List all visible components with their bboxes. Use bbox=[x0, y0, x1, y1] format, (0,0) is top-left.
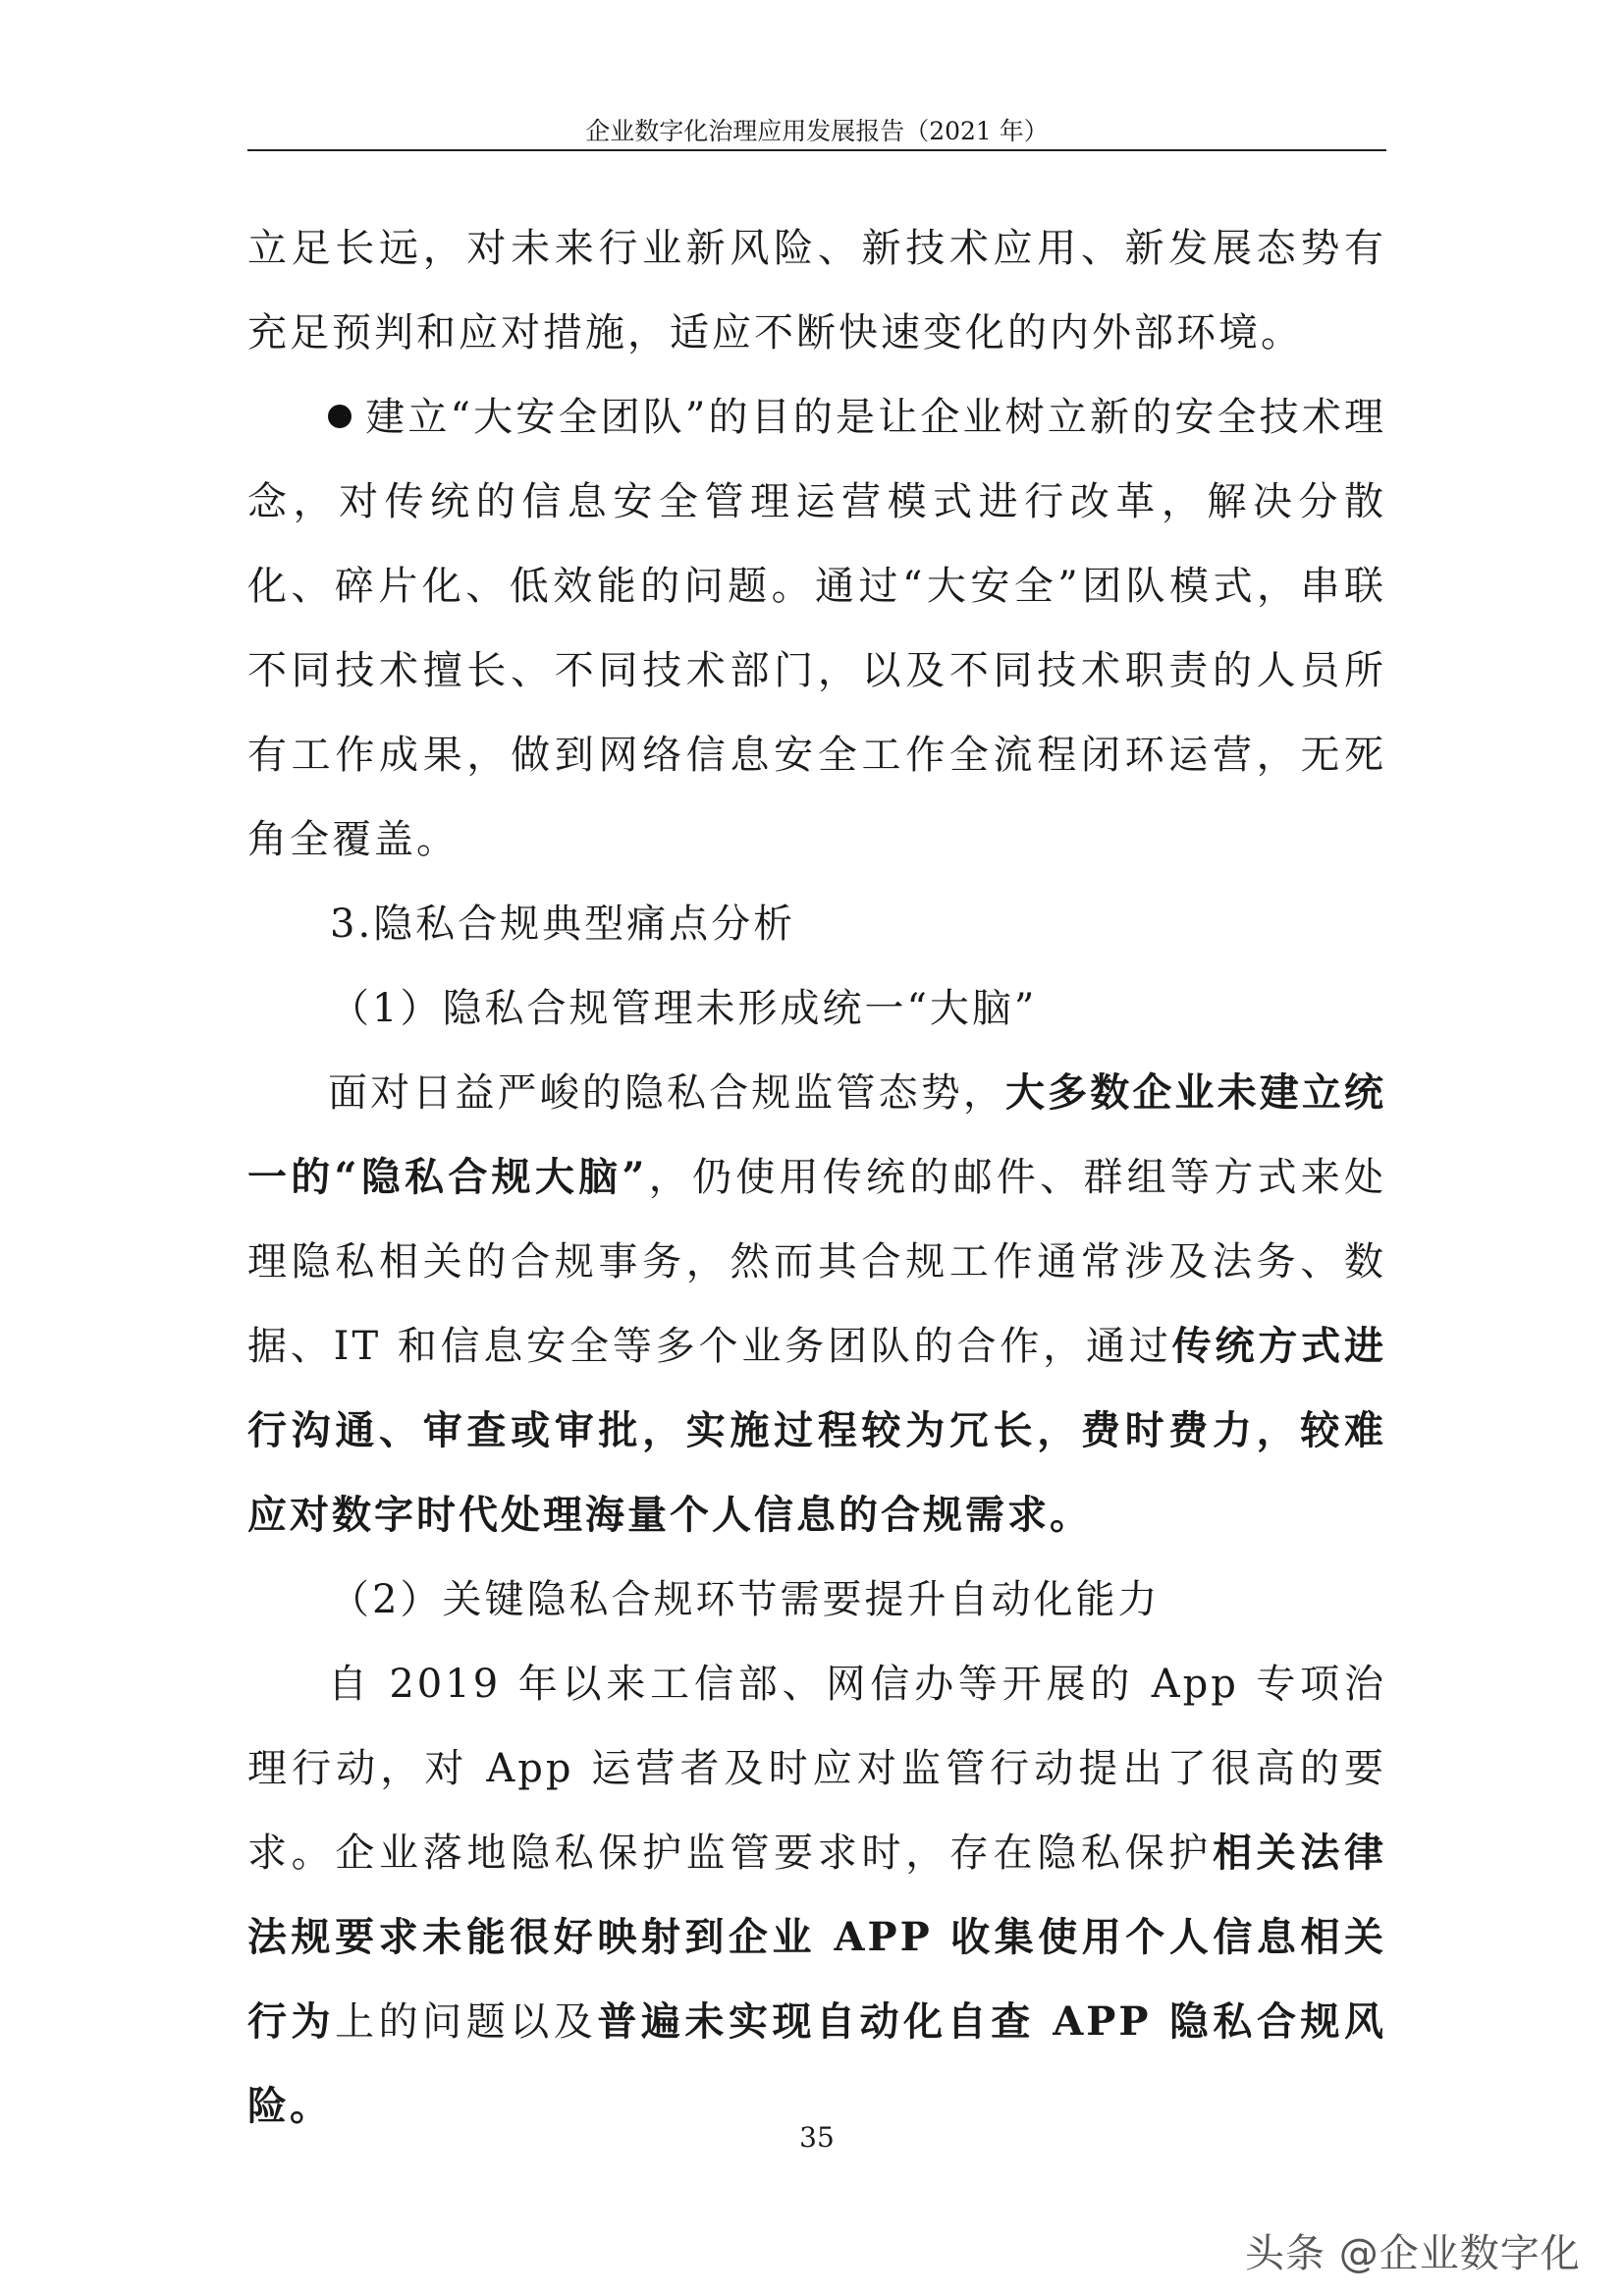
section-heading: 3.隐私合规典型痛点分析 bbox=[330, 902, 796, 947]
paragraph-privacy-brain bbox=[247, 1051, 1386, 1558]
page-number: 35 bbox=[799, 2121, 835, 2154]
paragraph-automation bbox=[247, 1642, 1386, 2149]
subsection-heading-2: （2）关键隐私合规环节需要提升自动化能力 bbox=[330, 1577, 1161, 1622]
bold-run: 传统方式进行沟通、审查或审批，实施过程较为冗长，费时费力，较难应对数字时代处理海量个人信息的合规需求。 bbox=[247, 1323, 1386, 1538]
paragraph-bullet bbox=[247, 375, 1386, 882]
paragraph-continuation: 立足长远，对未来行业新风险、新技术应用、新发展态势有充足预判和应对措施，适应不断快速变化的内外部环境。 bbox=[247, 226, 1386, 355]
watermark: 头条 @企业数字化 bbox=[1245, 2231, 1581, 2276]
bullet-text: 建立“大安全团队”的目的是让企业树立新的安全技术理念，对传统的信息安全管理运营模式进行改革，解决分散化、碎片化、低效能的问题。通过“大安全”团队模式，串联不同技术擅长、不同技术部门，以及不同技术职责的人员所有工作成果，做到网络信息安全工作全流程闭环运营，无死角全覆盖。 bbox=[247, 395, 1386, 862]
bold-run: 普遍未实现自动化自查 APP 隐私合规风险。 bbox=[247, 1998, 1387, 2129]
document-body bbox=[247, 206, 1386, 2149]
text-run: 面对日益严峻的隐私合规监管态势， bbox=[328, 1070, 1005, 1116]
text-run: ，仍使用传统的邮件、群组等方式来处理隐私相关的合规事务，然而其合规工作通常涉及法务、数据、IT 和信息安全等多个业务团队的合作，通过 bbox=[247, 1155, 1387, 1369]
bullet-icon bbox=[328, 405, 352, 428]
text-run: 自 2019 年以来工信部、网信办等开展的 App 专项治理行动，对 App 运营者及时应对监管行动提出了很高的要求。企业落地隐私保护监管要求时，存在隐私保护 bbox=[247, 1662, 1386, 1876]
subsection-heading-1: （1）隐私合规管理未形成统一“大脑” bbox=[330, 986, 1038, 1031]
running-header: 企业数字化治理应用发展报告（2021 年） bbox=[585, 117, 1049, 145]
text-run: 上的问题以及 bbox=[335, 1999, 598, 2045]
bold-run: 相关法律法规要求未能很好映射到企业 APP 收集使用个人信息相关行为 bbox=[247, 1830, 1387, 2045]
bold-run: 大多数企业未建立统一的“隐私合规大脑” bbox=[247, 1069, 1386, 1200]
header-rule bbox=[247, 149, 1386, 151]
